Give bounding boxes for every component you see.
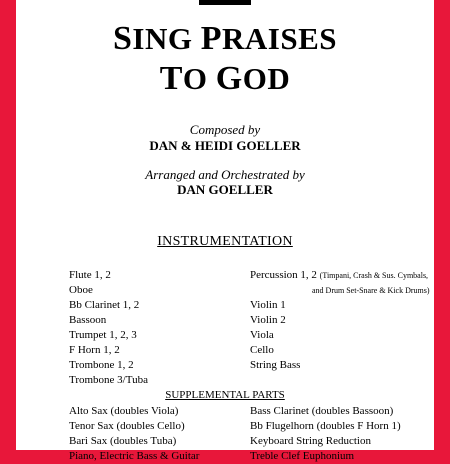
- list-item: F Horn 1, 2: [69, 344, 120, 356]
- list-item: Tenor Sax (doubles Cello): [69, 420, 185, 432]
- supplemental-list-right: [250, 404, 401, 464]
- instrument-list-left: [69, 268, 148, 388]
- arranger-name: DAN GOELLER: [177, 182, 273, 197]
- percussion-note: and Drum Set-Snare & Kick Drums): [312, 286, 430, 295]
- list-item: Alto Sax (doubles Viola): [69, 405, 179, 417]
- list-item: Bb Flugelhorn (doubles F Horn 1): [250, 420, 401, 432]
- list-item: Viola: [250, 329, 274, 341]
- list-item: Violin 2: [250, 314, 286, 326]
- composed-by-label: Composed by: [189, 122, 261, 137]
- list-item: Trombone 3/Tuba: [69, 374, 148, 386]
- supplemental-heading: SUPPLEMENTAL PARTS: [165, 389, 285, 401]
- list-item: Trumpet 1, 2, 3: [69, 329, 137, 341]
- list-item: String Bass: [250, 359, 301, 371]
- list-item: Keyboard String Reduction: [250, 435, 371, 447]
- score-cover-page: [16, 0, 434, 462]
- list-item: Cello: [250, 344, 274, 356]
- list-item: Flute 1, 2: [69, 269, 111, 281]
- supplemental-list-left: [69, 404, 199, 464]
- instrument-list-right: [250, 268, 430, 373]
- list-item: Bari Sax (doubles Tuba): [69, 435, 177, 447]
- list-item: Oboe: [69, 284, 93, 296]
- list-item: Bass Clarinet (doubles Bassoon): [250, 405, 394, 417]
- percussion-item: Percussion 1, 2 (Timpani, Crash & Sus. Cymbals,: [250, 269, 429, 281]
- top-black-bar: [199, 0, 251, 5]
- arranged-by-label: Arranged and Orchestrated by: [145, 167, 305, 182]
- list-item: Trombone 1, 2: [69, 359, 134, 371]
- list-item: Treble Clef Euphonium: [250, 450, 355, 462]
- list-item: Bassoon: [69, 314, 107, 326]
- list-item: Piano, Electric Bass & Guitar: [69, 450, 200, 462]
- title-line-2: TO GOD: [159, 60, 291, 97]
- composers-name: DAN & HEIDI GOELLER: [149, 138, 301, 153]
- title-line-1: SING PRAISES: [112, 20, 338, 57]
- list-item: Bb Clarinet 1, 2: [69, 299, 140, 311]
- list-item: Violin 1: [250, 299, 286, 311]
- instrumentation-heading: INSTRUMENTATION: [157, 234, 293, 249]
